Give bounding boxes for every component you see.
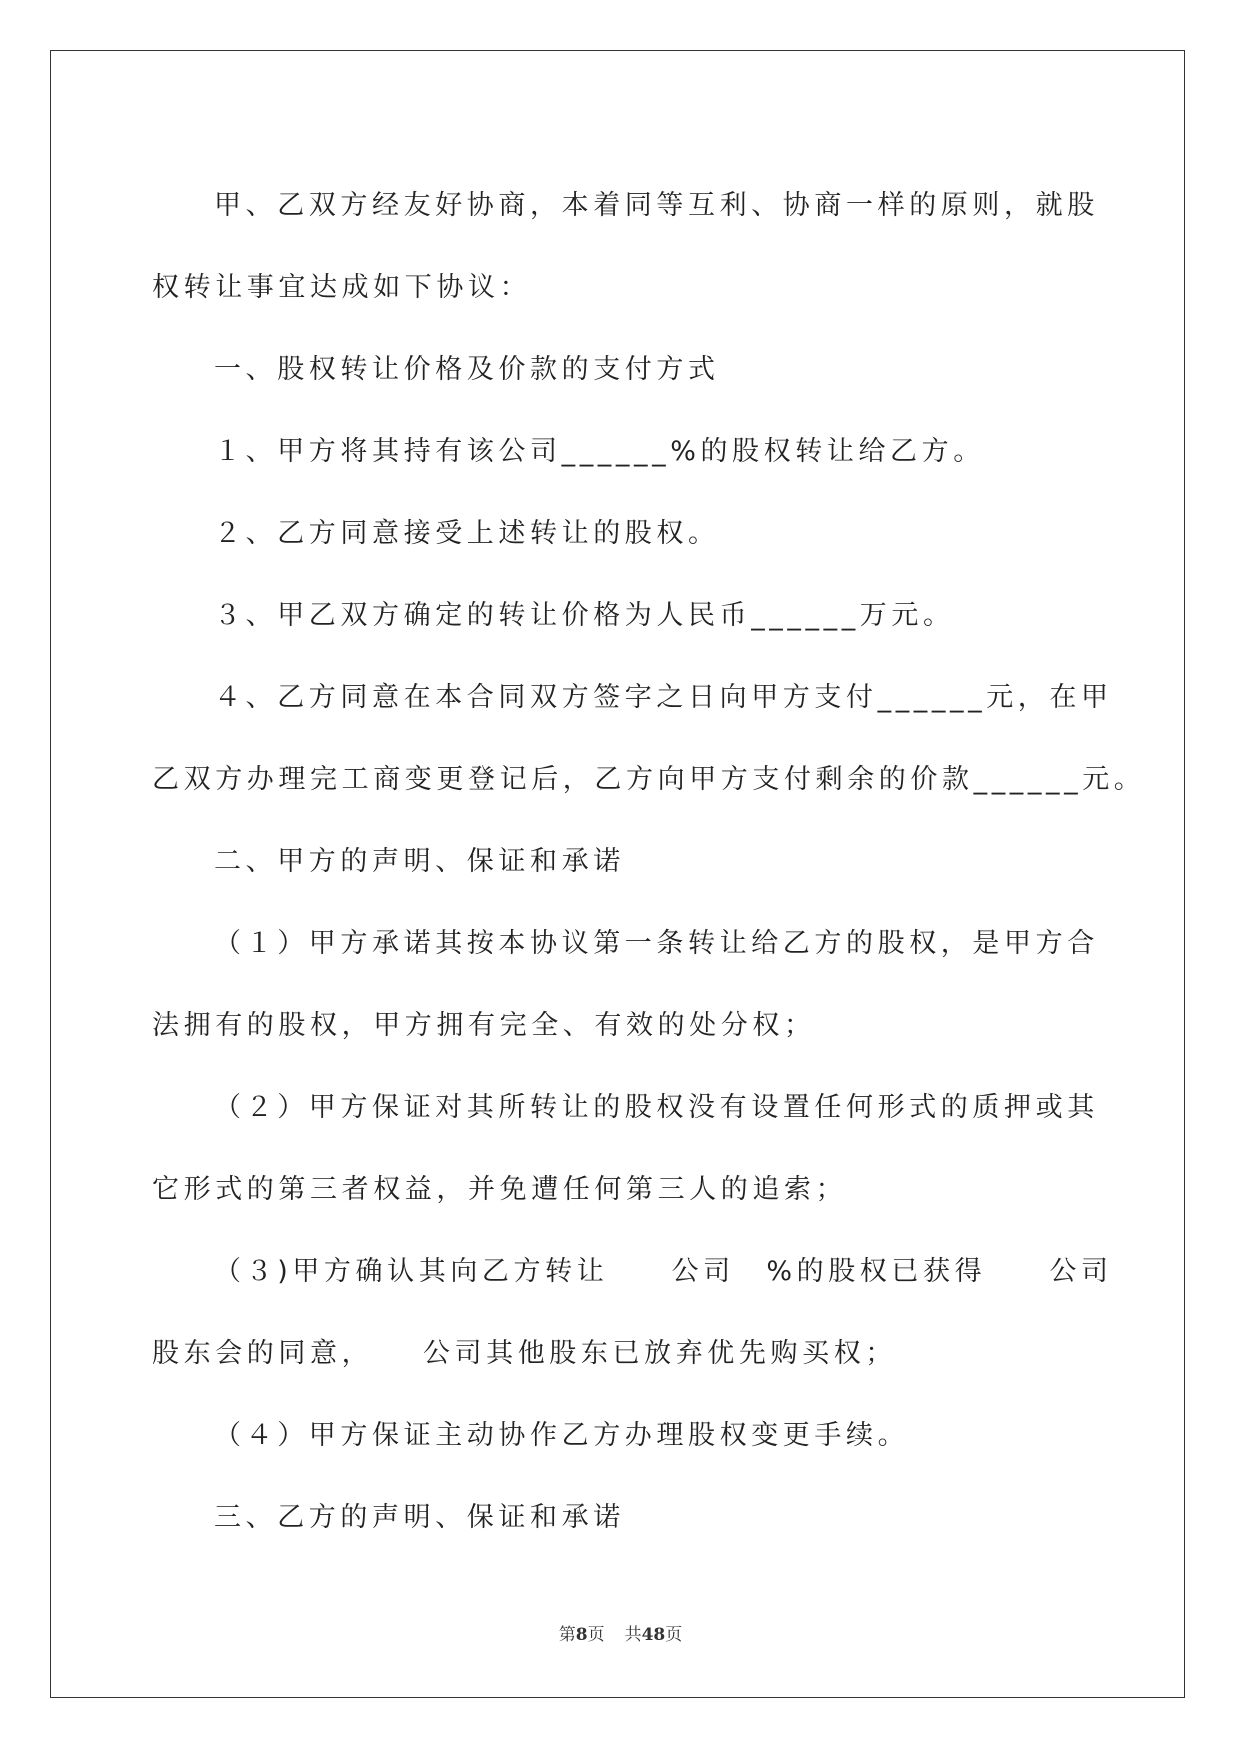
paragraph-line: （４）甲方保证主动协作乙方办理股权变更手续。 bbox=[214, 1420, 910, 1451]
paragraph-line: （２）甲方保证对其所转让的股权没有设置任何形式的质押或其 bbox=[214, 1092, 1099, 1123]
paragraph-line: 股东会的同意， 公司其他股东已放弃优先购买权； bbox=[152, 1338, 897, 1369]
paragraph-line: １、甲方将其持有该公司______%的股权转让给乙方。 bbox=[214, 436, 985, 467]
page-number: 8 bbox=[575, 1625, 588, 1645]
section-heading: 一、股权转让价格及价款的支付方式 bbox=[214, 354, 720, 385]
section-heading: 二、甲方的声明、保证和承诺 bbox=[214, 846, 625, 877]
page-footer bbox=[0, 1620, 1241, 1645]
paragraph-line: 法拥有的股权，甲方拥有完全、有效的处分权； bbox=[152, 1010, 816, 1041]
paragraph-line: 它形式的第三者权益，并免遭任何第三人的追索； bbox=[152, 1174, 848, 1205]
paragraph-line: 权转让事宜达成如下协议： bbox=[152, 272, 532, 303]
footer-total-prefix: 共 bbox=[624, 1625, 642, 1645]
footer-page-suffix: 页 bbox=[587, 1625, 605, 1645]
document-body bbox=[152, 165, 1146, 1559]
paragraph-line: ４、乙方同意在本合同双方签字之日向甲方支付______元，在甲 bbox=[214, 682, 1113, 713]
paragraph-line: （１）甲方承诺其按本协议第一条转让给乙方的股权，是甲方合 bbox=[214, 928, 1099, 959]
footer-total-suffix: 页 bbox=[665, 1625, 683, 1645]
paragraph-line: ２、乙方同意接受上述转让的股权。 bbox=[214, 518, 720, 549]
total-pages: 48 bbox=[641, 1625, 666, 1645]
footer-prefix: 第 bbox=[558, 1625, 576, 1645]
section-heading: 三、乙方的声明、保证和承诺 bbox=[214, 1502, 625, 1533]
paragraph-line: 乙双方办理完工商变更登记后，乙方向甲方支付剩余的价款______元。 bbox=[152, 764, 1146, 795]
paragraph-line: 甲、乙双方经友好协商，本着同等互利、协商一样的原则，就股 bbox=[214, 190, 1099, 221]
paragraph-line: ３、甲乙双方确定的转让价格为人民币______万元。 bbox=[214, 600, 955, 631]
paragraph-line: （３)甲方确认其向乙方转让 公司 %的股权已获得 公司 bbox=[214, 1256, 1113, 1287]
